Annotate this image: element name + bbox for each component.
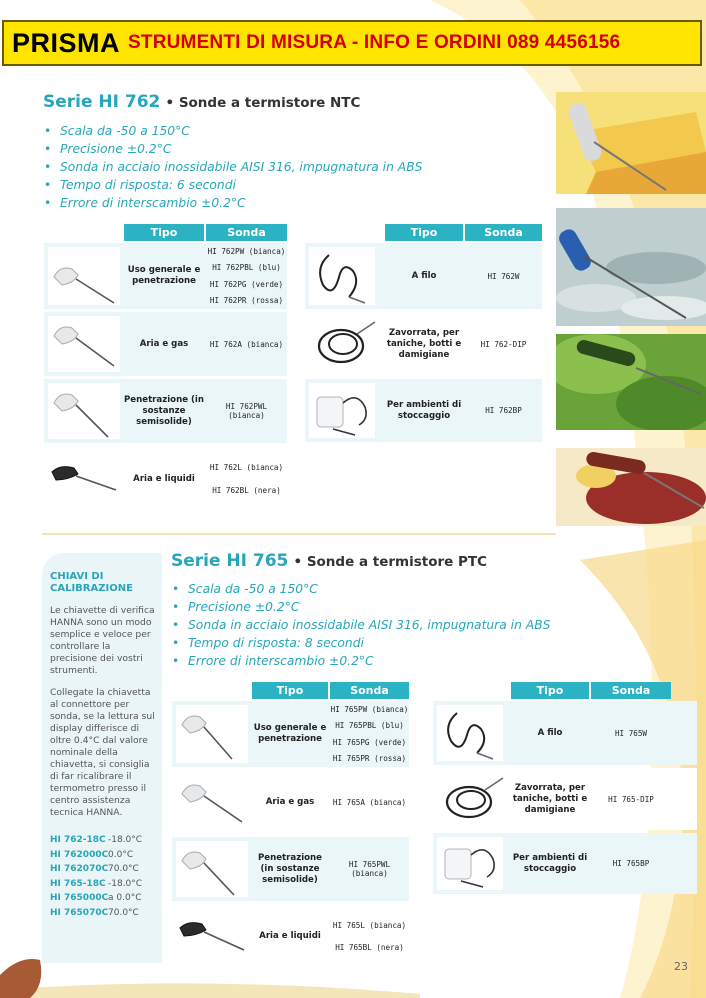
code: HI 765000C (50, 893, 109, 903)
code-row (50, 877, 156, 892)
table-row (305, 312, 542, 376)
sonda-code: HI 762BL (nera) (212, 486, 281, 495)
sonda-code: HI 762A (bianca) (209, 339, 284, 349)
tipo-cell: A filo (411, 270, 437, 281)
table-row (172, 837, 409, 901)
probe-image (176, 908, 248, 964)
series-762-table-left (44, 224, 287, 512)
code: HI 765070C (50, 907, 109, 918)
feature-item: • Tempo di risposta: 8 secondi (172, 634, 550, 652)
code-value: -18.0°C (108, 835, 143, 845)
code: HI 765-18C (50, 878, 106, 889)
probe-image (48, 247, 120, 305)
lettuce-photo (556, 334, 706, 430)
table-row (44, 243, 287, 309)
feature-item: • Errore di interscambio ±0.2°C (172, 652, 550, 670)
probe-image (176, 774, 248, 830)
sonda-cell (206, 379, 287, 443)
column-header-tipo: Tipo (385, 224, 463, 241)
probe-image (48, 450, 120, 508)
sonda-cell (206, 243, 287, 309)
table-row (44, 446, 287, 512)
sonda-cell (330, 701, 409, 767)
series-765-table-left (172, 682, 409, 968)
feature-item: • Sonda in acciaio inossidabile AISI 316, impugnatura in ABS (172, 616, 550, 634)
sidebar-paragraph: Le chiavette di verifica HANNA sono un modo semplice e veloce per controllare la precisione dei vostri strumenti. (50, 605, 155, 676)
table-row (433, 768, 697, 830)
cheese-photo (556, 92, 706, 194)
sonda-cell (206, 456, 287, 502)
series-762-features (44, 122, 422, 212)
code-value: 0.0°C (108, 849, 134, 860)
tipo-cell: Uso generale e penetrazione (253, 723, 327, 744)
code-row (50, 833, 156, 848)
feature-item: • Scala da -50 a 150°C (44, 122, 422, 140)
probe-image (437, 772, 507, 826)
sonda-cell (465, 379, 542, 442)
sonda-cell (591, 768, 671, 830)
column-header-tipo: Tipo (511, 682, 589, 699)
column-header-sonda: Sonda (465, 224, 542, 241)
probe-image (48, 383, 120, 439)
sonda-code: HI 765PBL (blu) (335, 721, 404, 731)
sonda-code: HI 762L (bianca) (209, 463, 284, 472)
series-762-title (43, 92, 360, 112)
sonda-cell (591, 701, 671, 765)
header-banner (2, 20, 702, 66)
table-row (172, 770, 409, 834)
table-row (433, 701, 697, 765)
table-row (44, 312, 287, 376)
series-765-title (171, 551, 487, 571)
sonda-code: HI 762PWL (bianca) (225, 402, 268, 420)
column-header-sonda: Sonda (330, 682, 409, 699)
feature-item: • Sonda in acciaio inossidabile AISI 316, impugnatura in ABS (44, 158, 422, 176)
probe-image (48, 316, 120, 372)
probe-image (309, 247, 375, 305)
series-765-table-right (433, 682, 697, 894)
column-header-tipo: Tipo (252, 682, 328, 699)
tipo-cell: Penetrazione (in sostanze semisolide) (257, 852, 323, 885)
sonda-code: HI 762PBL (blu) (212, 263, 281, 273)
code-row (50, 848, 156, 863)
tipo-cell: Zavorrata, per taniche, botti e damigiane (386, 327, 462, 360)
sonda-code: HI 762-DIP (480, 339, 527, 349)
code-row (50, 862, 156, 877)
series-762-name: Serie HI 762 (43, 92, 161, 112)
table-row (172, 904, 409, 968)
page-number: 23 (674, 960, 688, 973)
column-header-sonda: Sonda (206, 224, 287, 241)
tipo-cell: Per ambienti di stoccaggio (512, 852, 588, 874)
code-value: -18.0°C (108, 878, 143, 889)
feature-item: • Precisione ±0.2°C (44, 140, 422, 158)
sonda-code: HI 765PWL (bianca) (348, 860, 391, 878)
sonda-cell (330, 837, 409, 901)
sonda-code: HI 765BL (nera) (335, 942, 404, 952)
code-value: a 0.0°C (108, 893, 142, 903)
table-row (305, 379, 542, 442)
table-row (305, 243, 542, 309)
series-762-table-right (305, 224, 542, 442)
probe-image (176, 841, 248, 897)
table-row (44, 379, 287, 443)
probe-image (176, 705, 248, 763)
feature-item: • Scala da -50 a 150°C (172, 580, 550, 598)
sonda-code: HI 765-DIP (608, 794, 654, 804)
series-765-name: Serie HI 765 (171, 551, 289, 571)
sonda-code: HI 765BP (612, 859, 650, 868)
sidebar-paragraph: Collegate la chiavetta al connettore per sonda, se la lettura sul display differisce di oltre 0.4°C dal valore nominale della chiavetta, si consiglia di far ricalibrare il termometro presso il centro assistenza tecnica HANNA. (50, 687, 155, 818)
code: HI 762-18C (50, 835, 106, 845)
sonda-cell (591, 833, 671, 894)
sonda-code: HI 762W (487, 271, 520, 281)
sonda-code: HI 765L (bianca) (332, 920, 407, 930)
calibration-keys-sidebar (42, 553, 162, 963)
probe-image (309, 383, 375, 438)
series-762-subtitle: • Sonde a termistore NTC (165, 95, 361, 111)
banner-info: STRUMENTI DI MISURA - INFO E ORDINI 089 4456156 (128, 32, 621, 53)
sonda-cell (465, 243, 542, 309)
column-header-sonda: Sonda (591, 682, 671, 699)
feature-item: • Precisione ±0.2°C (172, 598, 550, 616)
meat-photo (556, 448, 706, 526)
sonda-code: HI 762PR (rossa) (209, 296, 284, 306)
tipo-cell: Aria e liquidi (259, 930, 321, 941)
calibration-codes-list (50, 833, 156, 920)
series-765-subtitle: • Sonde a termistore PTC (293, 554, 487, 570)
tipo-cell: Penetrazione (in sostanze semisolide) (124, 394, 204, 427)
tipo-cell: Per ambienti di stoccaggio (386, 399, 462, 421)
column-header-tipo: Tipo (124, 224, 204, 241)
code-value: 70.0°C (108, 907, 139, 918)
sonda-code: HI 765PG (verde) (332, 737, 407, 747)
feature-item: • Errore di interscambio ±0.2°C (44, 194, 422, 212)
code: HI 762070C (50, 864, 109, 874)
sonda-code: HI 762PW (bianca) (207, 246, 286, 256)
tipo-cell: A filo (537, 727, 563, 738)
sonda-code: HI 765PR (rossa) (332, 754, 407, 764)
probe-image (437, 705, 503, 761)
table-row (172, 701, 409, 767)
probe-image (309, 316, 379, 372)
tipo-cell: Uso generale e penetrazione (127, 265, 201, 286)
tipo-cell: Zavorrata, per taniche, botti e damigiane (512, 782, 588, 815)
sonda-code: HI 762BP (485, 406, 522, 415)
tipo-cell: Aria e liquidi (133, 473, 195, 484)
sonda-cell (206, 312, 287, 376)
sonda-cell (330, 914, 409, 958)
sonda-code: HI 765PW (bianca) (330, 704, 409, 714)
code-row (50, 891, 156, 906)
probe-image (437, 837, 503, 890)
sonda-cell (330, 770, 409, 834)
table-row (433, 833, 697, 894)
tipo-cell: Aria e gas (265, 796, 315, 807)
sidebar-title: CHIAVI DI CALIBRAZIONE (50, 571, 133, 594)
sonda-code: HI 765A (bianca) (332, 797, 407, 807)
brand-name: PRISMA (12, 27, 121, 58)
code-row (50, 906, 156, 921)
series-765-features (172, 580, 550, 670)
sonda-code: HI 765W (614, 728, 647, 738)
fish-photo (556, 208, 706, 326)
tipo-cell: Aria e gas (139, 338, 189, 349)
sonda-cell (465, 312, 542, 376)
sonda-code: HI 762PG (verde) (209, 279, 284, 289)
code: HI 762000C (50, 849, 109, 860)
feature-item: • Tempo di risposta: 6 secondi (44, 176, 422, 194)
code-value: 70.0°C (108, 864, 139, 874)
